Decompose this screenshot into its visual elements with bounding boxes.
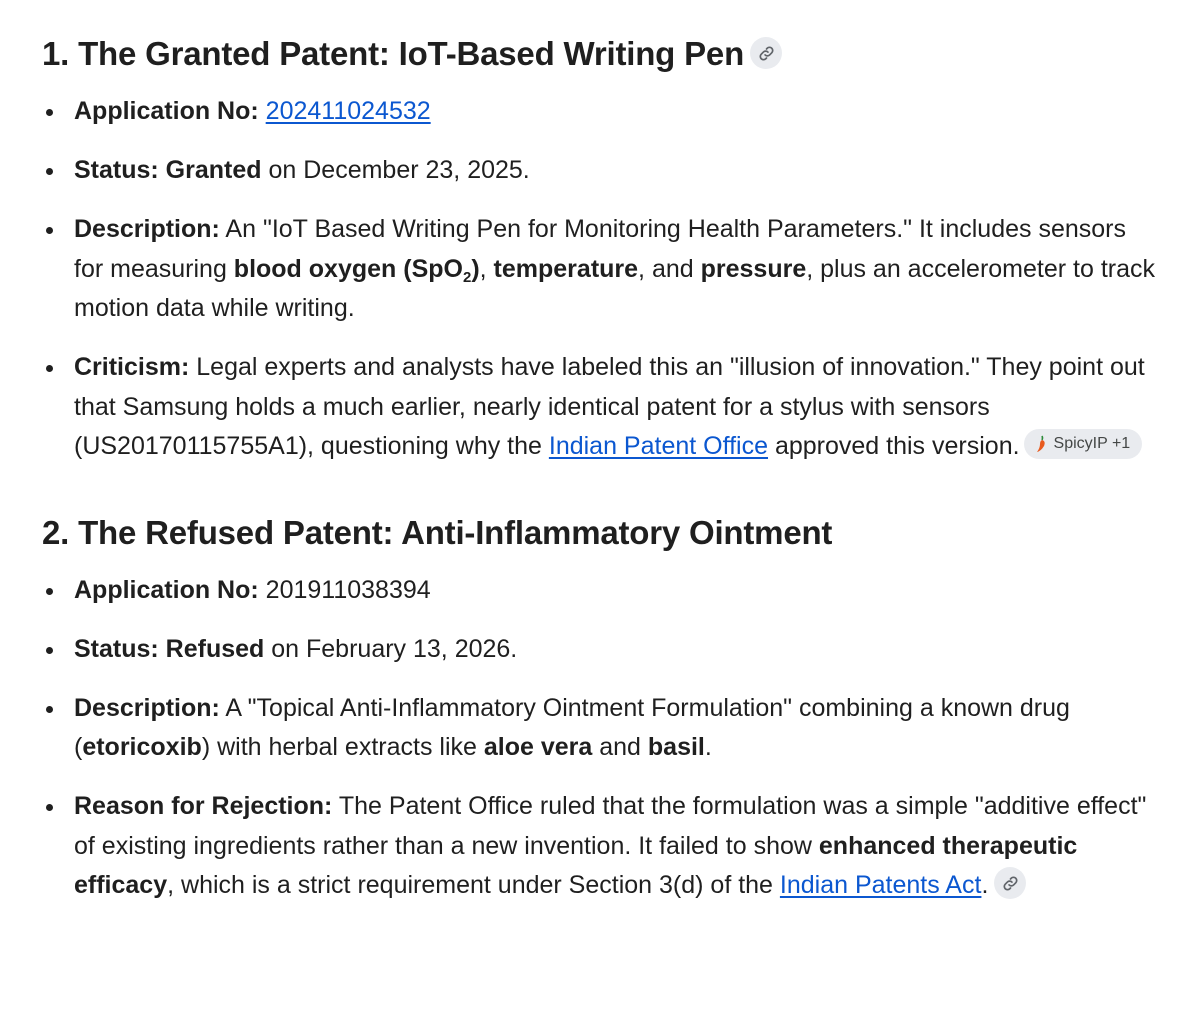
application-no-label: Application No: [74,575,259,604]
criticism-label: Criticism: [74,353,190,381]
chili-pepper-icon [1034,435,1048,453]
indian-patents-act-link[interactable]: Indian Patents Act [779,871,982,899]
status-label: Status: Refused [74,634,265,663]
list-item-description: Description: A "Topical Anti-Inflammatory Ointment Formulation" combining a known drug (etoricoxib) with herbal extracts like aloe vera and basil. [42,689,1162,768]
source-chip-label: SpicyIP +1 [1053,435,1131,453]
granted-patent-list [42,92,1162,467]
status-text: on December 23, 2025. [261,156,530,184]
list-item-status [42,151,1162,191]
description-label: Description: [74,215,220,243]
reason-label: Reason for Rejection: [74,792,333,820]
application-no-label: Application No: [74,97,259,125]
list-item-reason: Reason for Rejection: The Patent Office ruled that the formulation was a simple "additive effect" of existing ingredients rather than a new invention. It failed to show enhanced therapeutic efficacy, which is a strict requirement under Section 3(d) of the Indian Patents Act. [42,787,1162,906]
list-item-application-no [42,92,1162,132]
response-content [42,34,1162,925]
application-number: 201911038394 [258,575,431,604]
source-chip[interactable] [1024,429,1143,459]
list-item-description: Description: An "IoT Based Writing Pen for Monitoring Health Parameters." It includes sensors for measuring blood oxygen (SpO$_2$), temperature, and pressure, plus an accelerometer to track motion data while writing. [42,210,1162,329]
description-label: Description: [74,693,220,722]
section-heading-refused: 2. The Refused Patent: Anti-Inflammatory Ointment [42,513,833,551]
copy-link-button[interactable] [750,37,782,69]
link-icon [1002,875,1019,892]
status-text: on February 13, 2026. [264,634,518,663]
status-label: Status: Granted [74,156,262,184]
refused-patent-list [42,571,1162,906]
indian-patent-office-link[interactable]: Indian Patent Office [548,432,769,460]
list-item-criticism: Criticism: Legal experts and analysts have labeled this an "illusion of innovation." They point out that Samsung holds a much earlier, nearly identical patent for a stylus with sensors (US20170115755A1), questioning why the Indian Patent Office approved this version. SpicyIP +1 [42,348,1162,467]
list-item-status [42,630,1162,670]
link-icon [758,45,775,62]
copy-link-button[interactable] [994,867,1026,899]
list-item-application-no [42,571,1162,611]
application-number-link[interactable]: 202411024532 [265,97,431,125]
section-heading-granted: 1. The Granted Patent: IoT-Based Writing Pen [42,34,1162,74]
